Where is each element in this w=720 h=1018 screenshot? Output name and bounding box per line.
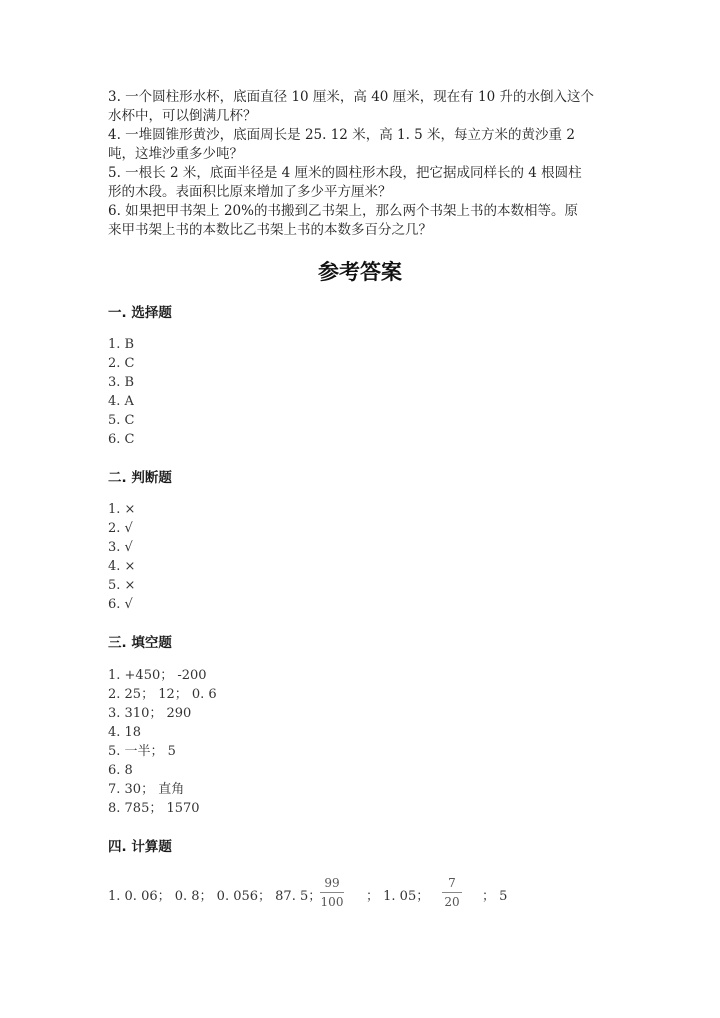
fraction-denominator: 20 bbox=[444, 895, 460, 909]
fraction-numerator: 99 bbox=[324, 876, 340, 890]
choice-answer-item: 3. B bbox=[108, 375, 135, 390]
fraction-bar bbox=[442, 892, 462, 893]
fill-blank-answer-item: 2. 25； 12； 0. 6 bbox=[108, 687, 217, 702]
fraction-numerator: 7 bbox=[448, 876, 456, 890]
fill-blank-answer-item: 8. 785； 1570 bbox=[108, 801, 200, 816]
fill-blank-answer-item: 5. 一半； 5 bbox=[108, 744, 176, 759]
question-3-line-2: 水杯中，可以倒满几杯？ bbox=[108, 108, 257, 124]
fraction-99-100 bbox=[320, 876, 344, 909]
choice-answer-item: 4. A bbox=[108, 394, 134, 409]
section-heading-choice: 一. 选择题 bbox=[108, 305, 172, 321]
fraction-bar bbox=[320, 892, 344, 893]
question-6-line-1: 6. 如果把甲书架上 20%的书搬到乙书架上，那么两个书架上书的本数相等。原 bbox=[108, 203, 578, 219]
choice-answer-item: 5. C bbox=[108, 413, 135, 428]
fill-blank-answer-item: 4. 18 bbox=[108, 725, 142, 740]
calc-suffix: ； 5 bbox=[482, 889, 508, 904]
question-6-line-2: 来甲书架上书的本数比乙书架上书的本数多百分之几？ bbox=[108, 222, 432, 238]
judgement-answer-item: 3. √ bbox=[108, 540, 133, 555]
judgement-answer-item: 5. × bbox=[108, 578, 136, 593]
question-4-line-2: 吨，这堆沙重多少吨？ bbox=[108, 146, 243, 162]
fill-blank-answer-item: 3. 310； 290 bbox=[108, 706, 192, 721]
section-heading-calculation: 四. 计算题 bbox=[108, 839, 172, 855]
judgement-answer-item: 2. √ bbox=[108, 521, 133, 536]
fill-blank-answer-item: 1. +450； -200 bbox=[108, 668, 207, 683]
choice-answer-item: 2. C bbox=[108, 356, 135, 371]
fraction-denominator: 100 bbox=[320, 895, 344, 909]
fill-blank-answer-item: 7. 30； 直角 bbox=[108, 782, 185, 797]
question-5-line-2: 形的木段。表面积比原来增加了多少平方厘米？ bbox=[108, 184, 392, 200]
question-4-line-1: 4. 一堆圆锥形黄沙，底面周长是 25. 12 米，高 1. 5 米，每立方米的黄沙重 2 bbox=[108, 127, 575, 143]
fraction-7-20 bbox=[442, 876, 462, 909]
section-heading-fill-blank: 三. 填空题 bbox=[108, 635, 172, 651]
choice-answer-item: 1. B bbox=[108, 337, 135, 352]
judgement-answer-item: 6. √ bbox=[108, 597, 133, 612]
choice-answer-item: 6. C bbox=[108, 432, 135, 447]
section-heading-judgement: 二. 判断题 bbox=[108, 470, 172, 486]
fill-blank-answer-item: 6. 8 bbox=[108, 763, 133, 778]
question-3-line-1: 3. 一个圆柱形水杯，底面直径 10 厘米，高 40 厘米，现在有 10 升的水倒入这个 bbox=[108, 89, 594, 105]
judgement-answer-item: 1. × bbox=[108, 502, 136, 517]
calc-prefix: 1. 0. 06； 0. 8； 0. 056； 87. 5； bbox=[108, 889, 322, 904]
calc-mid: ； 1. 05； bbox=[366, 889, 430, 904]
judgement-answer-item: 4. × bbox=[108, 559, 136, 574]
answer-title: 参考答案 bbox=[318, 260, 402, 284]
question-5-line-1: 5. 一根长 2 米，底面半径是 4 厘米的圆柱形木段，把它据成同样长的 4 根圆柱 bbox=[108, 165, 582, 181]
